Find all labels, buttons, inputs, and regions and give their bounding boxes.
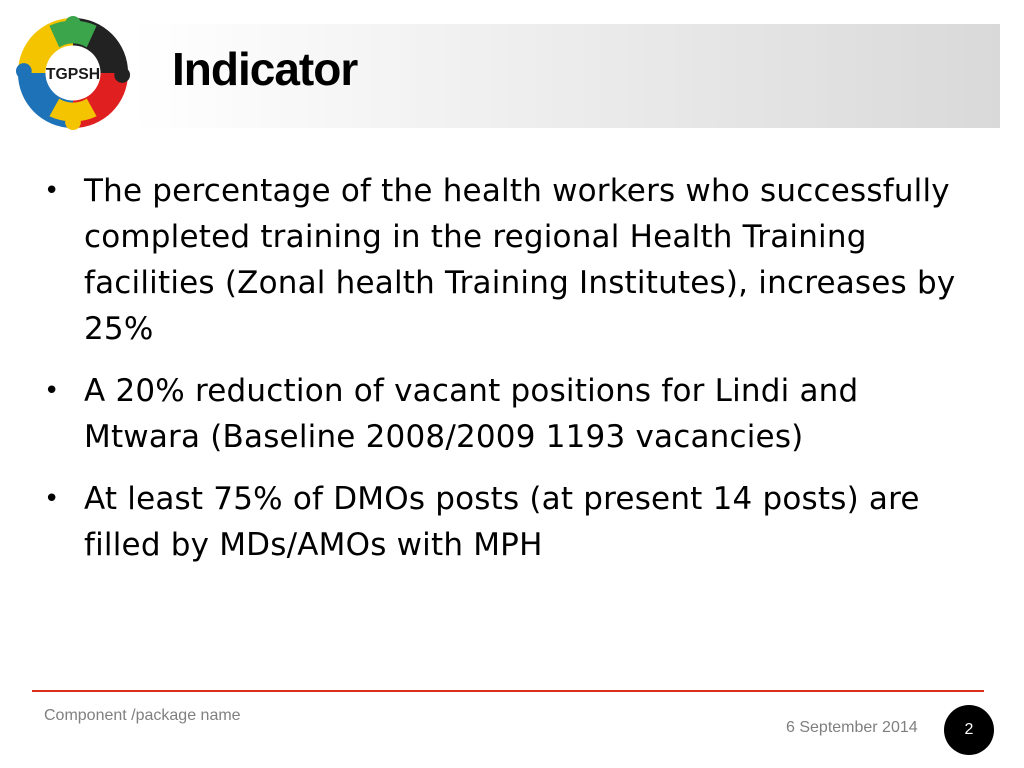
bullet-text: The percentage of the health workers who successfully completed training in the regional Health Training facilities (Zonal health Training Institutes), increases by 25% bbox=[84, 173, 956, 347]
page-number: 2 bbox=[964, 721, 974, 738]
bullet-dot-icon: • bbox=[44, 376, 60, 406]
bullet-item bbox=[40, 168, 980, 352]
slide-title: Indicator bbox=[172, 43, 358, 95]
bullet-dot-icon: • bbox=[44, 484, 60, 514]
footer-component-name: Component /package name bbox=[44, 707, 241, 724]
bullet-text: A 20% reduction of vacant positions for Lindi and Mtwara (Baseline 2008/2009 1193 vacancies) bbox=[84, 373, 859, 455]
bullet-text: At least 75% of DMOs posts (at present 14 posts) are filled by MDs/AMOs with MPH bbox=[84, 481, 920, 563]
footer-divider bbox=[32, 690, 984, 692]
bullet-item bbox=[40, 476, 980, 568]
tgpsh-logo bbox=[14, 14, 132, 132]
footer-date: 6 September 2014 bbox=[786, 719, 918, 736]
page-number-badge bbox=[944, 705, 994, 755]
bullet-list bbox=[40, 168, 980, 584]
bullet-dot-icon: • bbox=[44, 176, 60, 206]
logo-text: TGPSH bbox=[45, 65, 101, 83]
bullet-item bbox=[40, 368, 980, 460]
